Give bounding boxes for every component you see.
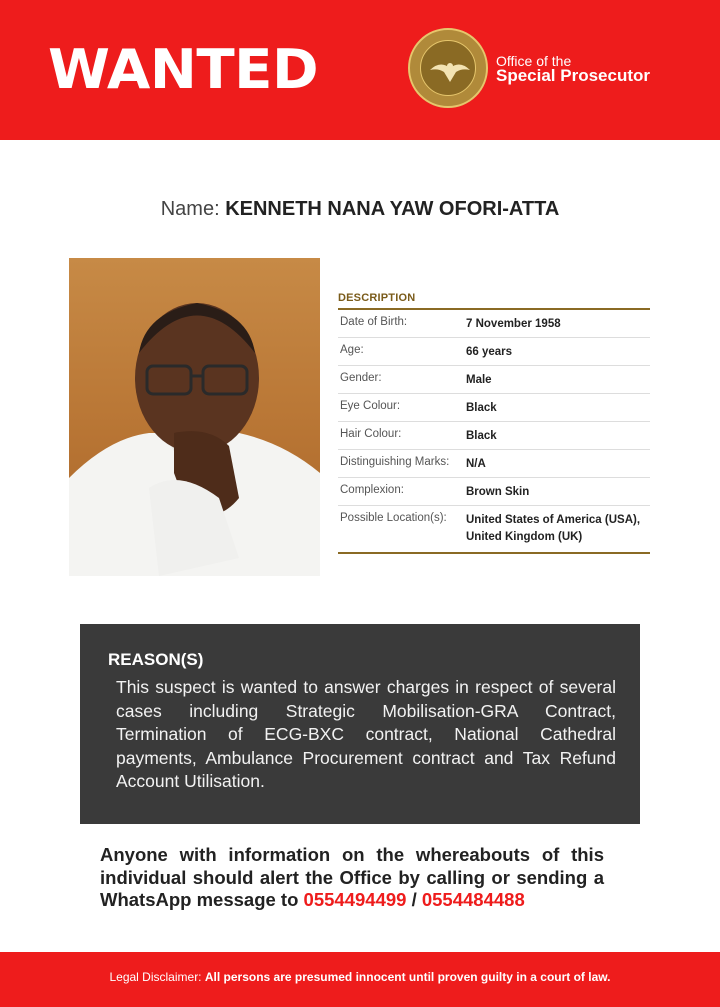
table-row — [338, 394, 650, 422]
suspect-photo — [69, 258, 320, 576]
phone-number-1[interactable]: 0554494499 — [303, 889, 407, 910]
row-value: 7 November 1958 — [466, 318, 561, 330]
row-value: Brown Skin — [466, 486, 530, 498]
contact-info — [100, 844, 604, 912]
row-value: Black — [466, 402, 497, 414]
row-label: Possible Location(s): — [340, 512, 447, 524]
phone-separator: / — [406, 889, 422, 910]
row-label: Hair Colour: — [340, 428, 402, 440]
office-name-line1: Office of the — [496, 53, 572, 69]
row-label: Date of Birth: — [340, 316, 408, 328]
row-label: Distinguishing Marks: — [340, 456, 450, 468]
disclaimer-label: Legal Disclaimer: — [109, 970, 202, 984]
disclaimer-text: All persons are presumed innocent until proven guilty in a court of law. — [204, 970, 611, 984]
row-label: Gender: — [340, 372, 382, 384]
location-line-2: United Kingdom (UK) — [466, 531, 583, 543]
table-row — [338, 478, 650, 506]
office-name-line2: Special Prosecutor — [496, 66, 651, 85]
table-row — [338, 310, 650, 338]
suspect-name: KENNETH NANA YAW OFORI-ATTA — [225, 198, 560, 220]
table-row — [338, 422, 650, 450]
row-label: Eye Colour: — [340, 400, 401, 412]
table-row — [338, 366, 650, 394]
portrait-image — [69, 258, 320, 576]
wanted-title: WANTED — [48, 38, 319, 101]
description-heading: DESCRIPTION — [338, 292, 650, 310]
row-value: N/A — [466, 458, 486, 470]
legal-disclaimer — [0, 970, 720, 984]
row-value: 66 years — [466, 346, 513, 358]
reason-text: This suspect is wanted to answer charges in respect of several cases including Strategic Mobilisation-GRA Contract, Termination of ECG-BXC contract, National Cathedral payments, Ambulance Procurement contract and Tax Refund Account Utilisation. — [116, 677, 616, 791]
row-label: Age: — [340, 344, 364, 356]
table-row — [338, 450, 650, 478]
location-line-1: United States of America (USA), — [466, 514, 641, 526]
header-banner — [0, 0, 720, 140]
description-table — [338, 292, 650, 554]
phone-number-2[interactable]: 0554484488 — [421, 889, 525, 910]
row-label: Complexion: — [340, 484, 404, 496]
eagle-icon — [410, 30, 490, 110]
contact-text: Anyone with information on the whereabouts of this individual should alert the Office by calling or sending a WhatsApp message to — [100, 844, 604, 910]
footer-banner — [0, 952, 720, 1007]
table-row — [338, 338, 650, 366]
name-label: Name: — [160, 198, 220, 220]
reason-heading: REASON(S) — [108, 650, 204, 669]
row-value: Male — [466, 374, 492, 386]
row-value: Black — [466, 430, 497, 442]
table-row — [338, 506, 650, 554]
office-seal-logo — [408, 28, 488, 108]
reason-box — [80, 624, 640, 824]
row-value — [466, 512, 650, 546]
suspect-name-line — [0, 198, 720, 221]
